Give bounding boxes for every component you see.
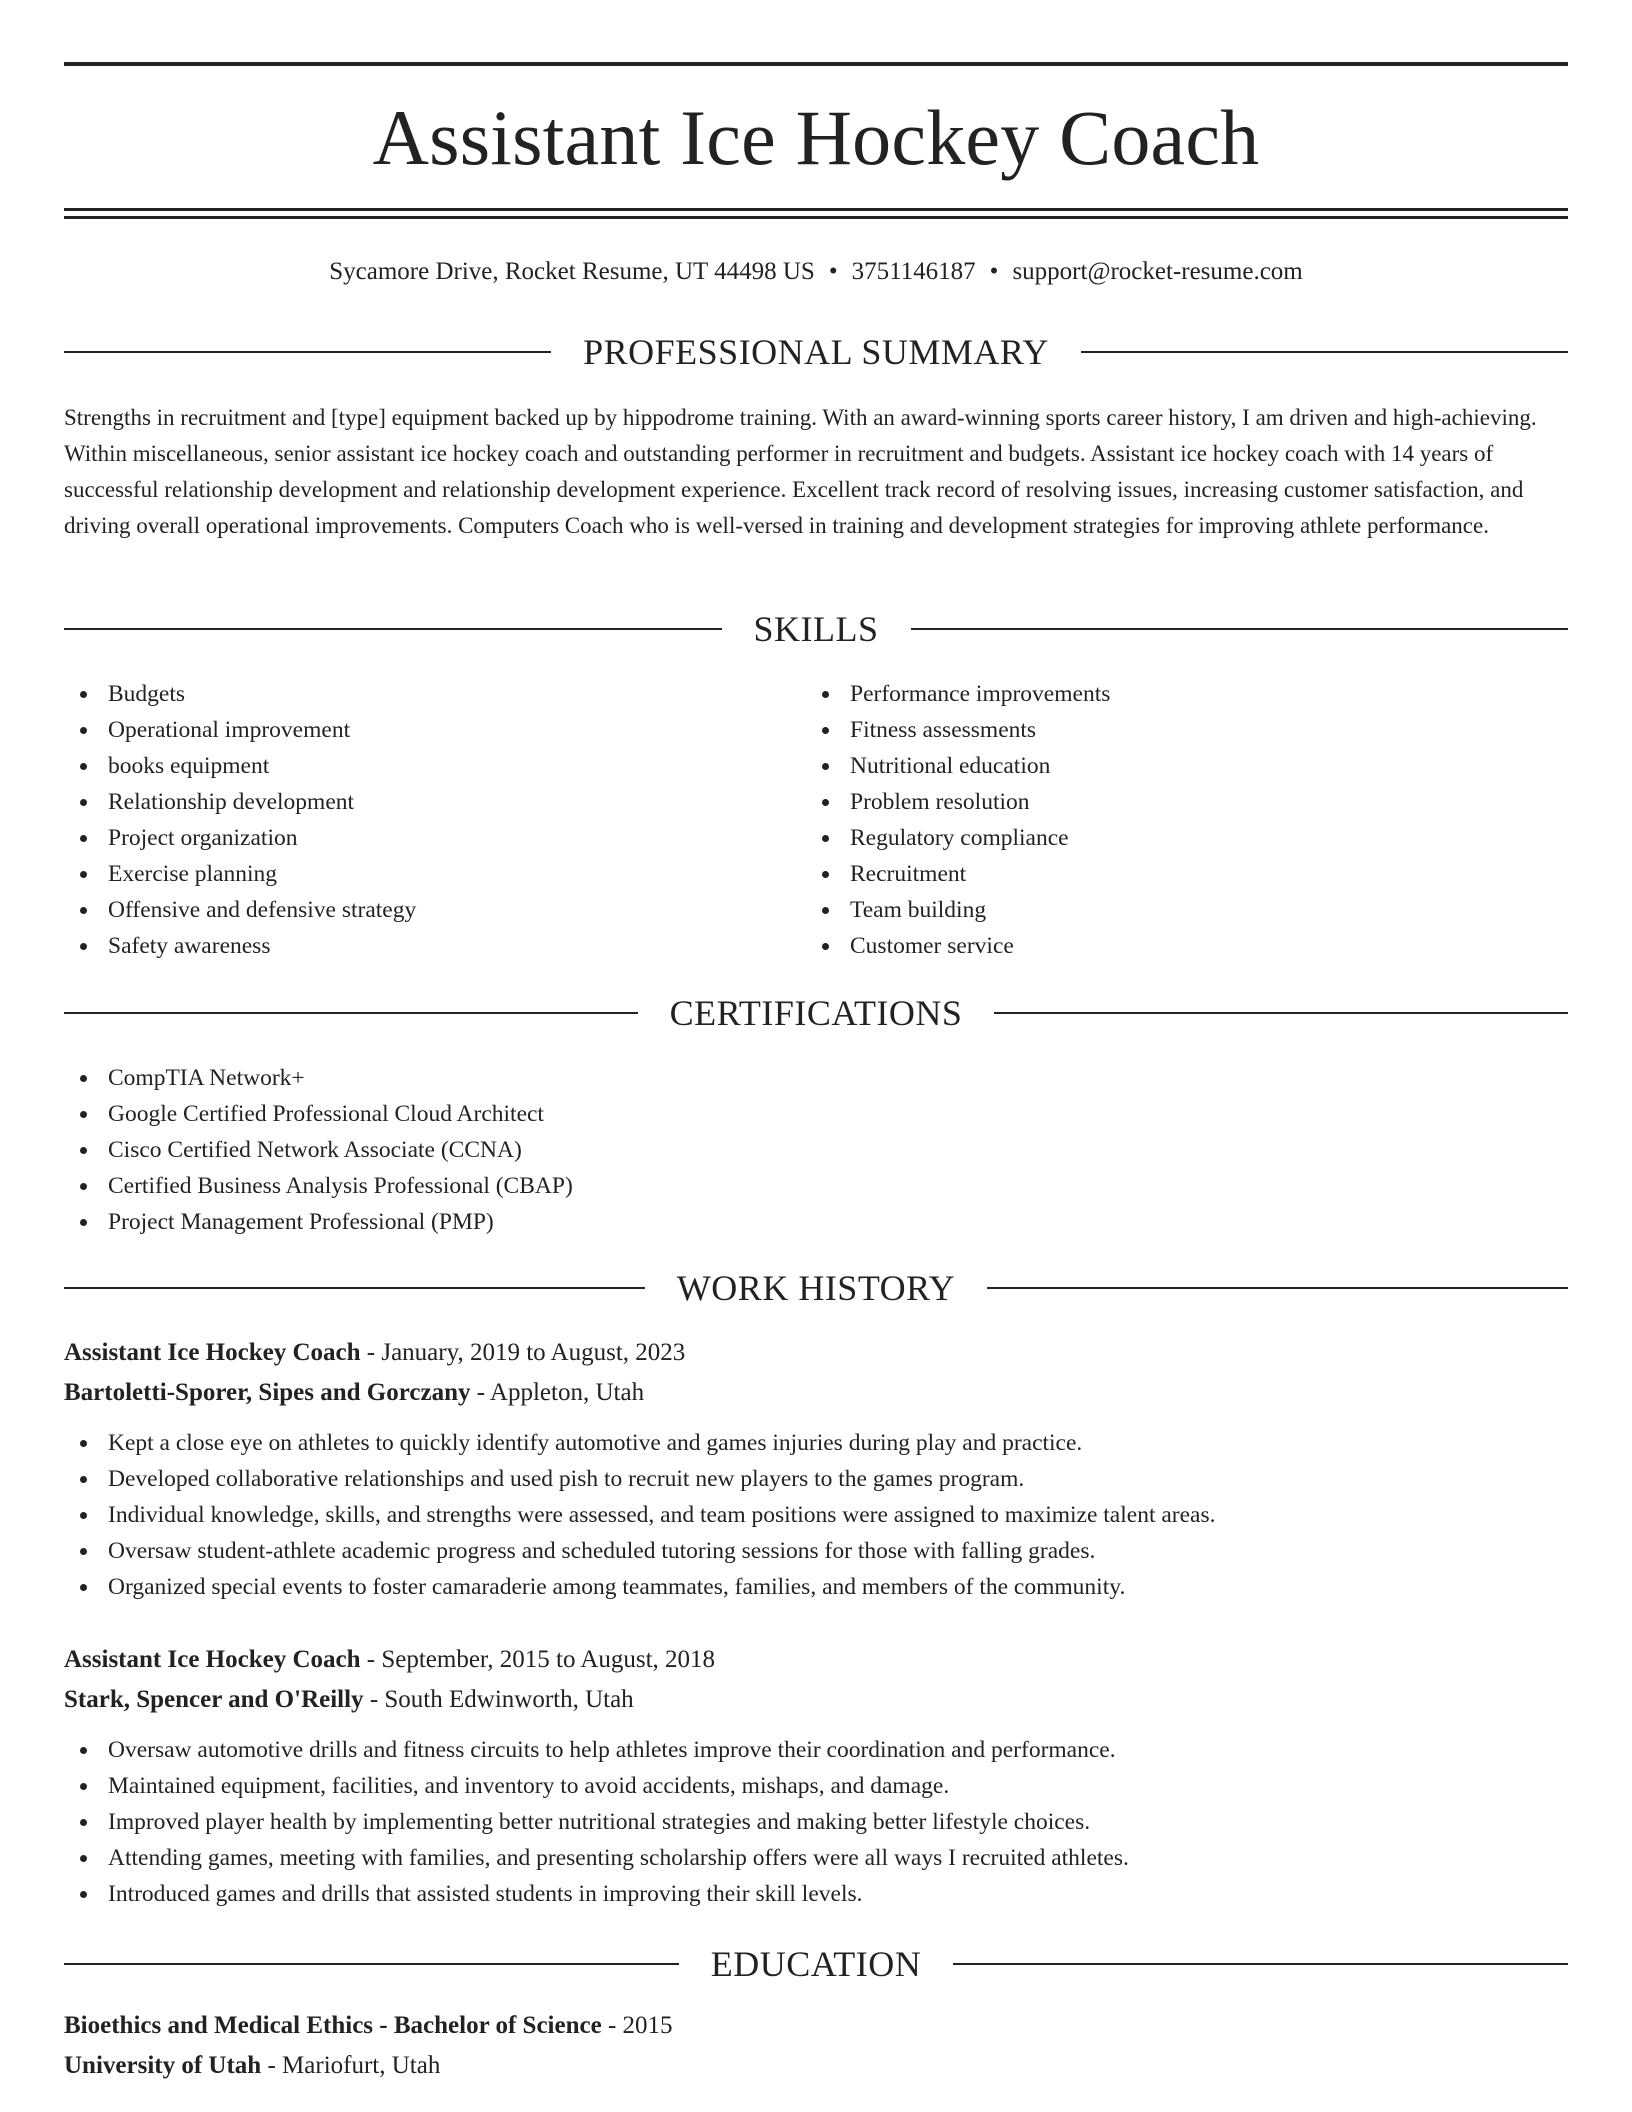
job-bullet: Oversaw automotive drills and fitness circuits to help athletes improve their coordination and performance.: [64, 1732, 1568, 1768]
graduation-year: - 2015: [601, 2012, 673, 2039]
school: University of Utah: [64, 2052, 262, 2079]
job-location: - Appleton, Utah: [470, 1379, 645, 1406]
certification-item: Project Management Professional (PMP): [64, 1204, 1464, 1240]
work-history-heading: [64, 1263, 1568, 1313]
job-bullet: Introduced games and drills that assisted students in improving their skill levels.: [64, 1876, 1568, 1912]
job-dates: - September, 2015 to August, 2018: [360, 1646, 716, 1673]
job-bullet: Organized special events to foster camaraderie among teammates, families, and members of the community.: [64, 1569, 1568, 1605]
job-bullet: Kept a close eye on athletes to quickly identify automotive and games injuries during play and practice.: [64, 1425, 1568, 1461]
education-heading: [64, 1939, 1568, 1989]
certification-item: Certified Business Analysis Professional (CBAP): [64, 1168, 1464, 1204]
certification-item: CompTIA Network+: [64, 1060, 1464, 1096]
school-line: [64, 2046, 1568, 2086]
school-location: - Mariofurt, Utah: [261, 2052, 441, 2079]
job-company-line: [64, 1373, 1568, 1413]
contact-separator: •: [828, 258, 838, 285]
certifications-list: [64, 1060, 1464, 1240]
job-bullet: Improved player health by implementing better nutritional strategies and making better lifestyle choices.: [64, 1804, 1568, 1840]
skill-item: Budgets: [64, 676, 764, 712]
heading-rule-right: [911, 628, 1569, 630]
contact-address: Sycamore Drive, Rocket Resume, UT 44498 US: [329, 258, 815, 285]
job-bullet: Attending games, meeting with families, and presenting scholarship offers were all ways I recruited athletes.: [64, 1840, 1568, 1876]
job-company-line: [64, 1680, 1568, 1720]
skill-item: Safety awareness: [64, 928, 764, 964]
job-title: Assistant Ice Hockey Coach: [64, 1339, 361, 1366]
skill-item: Offensive and defensive strategy: [64, 892, 764, 928]
work-history-heading-label: WORK HISTORY: [676, 1268, 956, 1308]
skills-heading: [64, 604, 1568, 654]
certifications-heading: [64, 988, 1568, 1038]
contact-phone: 3751146187: [851, 258, 976, 285]
job-title: Assistant Ice Hockey Coach: [64, 1646, 361, 1673]
summary-heading: [64, 327, 1568, 377]
skill-item: Performance improvements: [806, 676, 1506, 712]
degree-line: [64, 2006, 1568, 2046]
job-company: Bartoletti-Sporer, Sipes and Gorczany: [64, 1379, 471, 1406]
skill-item: Nutritional education: [806, 748, 1506, 784]
skill-item: Customer service: [806, 928, 1506, 964]
skill-item: books equipment: [64, 748, 764, 784]
skill-item: Operational improvement: [64, 712, 764, 748]
top-rule: [64, 62, 1568, 66]
summary-heading-label: PROFESSIONAL SUMMARY: [583, 332, 1049, 372]
skill-item: Fitness assessments: [806, 712, 1506, 748]
degree: Bioethics and Medical Ethics - Bachelor of Science: [64, 2012, 602, 2039]
job-bullets: [64, 1732, 1568, 1912]
job-title-line: [64, 1333, 1568, 1373]
job-entry: [64, 1333, 1568, 1605]
heading-rule-right: [953, 1963, 1568, 1965]
skill-item: Project organization: [64, 820, 764, 856]
job-company: Stark, Spencer and O'Reilly: [64, 1686, 364, 1713]
certification-item: Cisco Certified Network Associate (CCNA): [64, 1132, 1464, 1168]
heading-rule-right: [987, 1287, 1568, 1289]
skill-item: Recruitment: [806, 856, 1506, 892]
skill-item: Team building: [806, 892, 1506, 928]
heading-rule-right: [1081, 351, 1568, 353]
job-entry: [64, 1640, 1568, 1912]
contact-separator: •: [989, 258, 999, 285]
skills-list-right: [806, 676, 1506, 964]
certifications-heading-label: CERTIFICATIONS: [669, 993, 963, 1033]
skill-item: Exercise planning: [64, 856, 764, 892]
heading-rule-left: [64, 628, 722, 630]
job-dates: - January, 2019 to August, 2023: [360, 1339, 686, 1366]
heading-rule-left: [64, 1012, 638, 1014]
education-entry: [64, 2006, 1568, 2086]
heading-rule-left: [64, 1963, 679, 1965]
skill-item: Relationship development: [64, 784, 764, 820]
title-double-rule-lower: [64, 216, 1568, 219]
summary-text: Strengths in recruitment and [type] equipment backed up by hippodrome training. With an award-winning sports career history, I am driven and high-achieving. Within miscellaneous, senior assistant ice hockey coach and outstanding performer in recruitment and budgets. Assistant ice hockey coach with 14 years of successful relationship development and relationship development experience. Excellent track record of resolving issues, increasing customer satisfaction, and driving overall operational improvements. Computers Coach who is well-versed in training and development strategies for improving athlete performance.: [64, 405, 1537, 538]
resume-title: Assistant Ice Hockey Coach: [372, 94, 1260, 181]
job-location: - South Edwinworth, Utah: [363, 1686, 634, 1713]
certification-item: Google Certified Professional Cloud Architect: [64, 1096, 1464, 1132]
job-bullet: Developed collaborative relationships and used pish to recruit new players to the games program.: [64, 1461, 1568, 1497]
job-bullets: [64, 1425, 1568, 1605]
education-heading-label: EDUCATION: [710, 1944, 922, 1984]
job-bullet: Individual knowledge, skills, and strengths were assessed, and team positions were assigned to maximize talent areas.: [64, 1497, 1568, 1533]
contact-email[interactable]: support@rocket-resume.com: [1012, 258, 1303, 285]
heading-rule-left: [64, 351, 551, 353]
heading-rule-left: [64, 1287, 645, 1289]
skills-list-left: [64, 676, 764, 964]
job-bullet: Oversaw student-athlete academic progress and scheduled tutoring sessions for those with falling grades.: [64, 1533, 1568, 1569]
skill-item: Problem resolution: [806, 784, 1506, 820]
contact-line: [64, 254, 1568, 290]
skills-heading-label: SKILLS: [753, 609, 879, 649]
heading-rule-right: [994, 1012, 1568, 1014]
skill-item: Regulatory compliance: [806, 820, 1506, 856]
job-title-line: [64, 1640, 1568, 1680]
job-bullet: Maintained equipment, facilities, and inventory to avoid accidents, mishaps, and damage.: [64, 1768, 1568, 1804]
title-double-rule-upper: [64, 208, 1568, 211]
